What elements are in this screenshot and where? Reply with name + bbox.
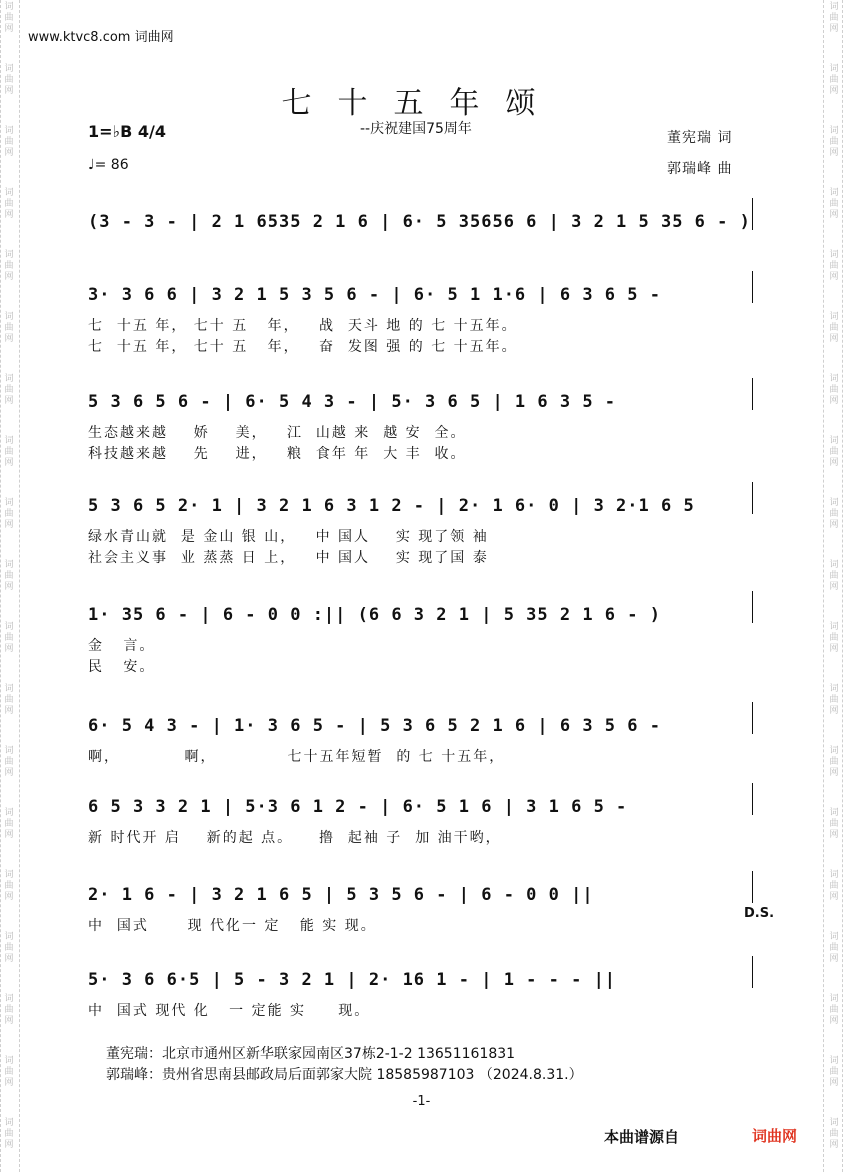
song-title: 七十五年颂 [281,86,562,121]
watermark-right: 词 曲 网 [829,560,839,592]
notation-line: 5 3 6 5 2· 1 | 3 2 1 6 3 1 2 - | 2· 1 6· 0 | 3 2·1 6 5 [88,496,695,516]
lyric-line: 七 十五 年， 七十 五 年， 战 天斗 地 的 七 十五年。 [88,318,518,334]
notation-line: 5 3 6 5 6 - | 6· 5 4 3 - | 5· 3 6 5 | 1 6 3 5 - [88,392,617,412]
barline [752,482,753,514]
watermark-right: 词 曲 网 [829,994,839,1026]
watermark-left: 词 曲 网 [4,2,14,34]
watermark-left: 词 曲 网 [4,1056,14,1088]
page-number: -1- [412,1094,431,1109]
notation-line: 6· 5 4 3 - | 1· 3 6 5 - | 5 3 6 5 2 1 6 | 6 3 5 6 - [88,716,661,736]
lyric-line: 七 十五 年， 七十 五 年， 奋 发图 强 的 七 十五年。 [88,339,518,355]
lyric-line: 社会主义事 业 蒸蒸 日 上， 中 国人 实 现了国 泰 [88,550,489,566]
site-header: www.ktvc8.com 词曲网 [28,30,174,45]
lyric-line: 民 安。 [88,659,156,675]
watermark-right: 词 曲 网 [829,250,839,282]
song-subtitle: --庆祝建国75周年 [360,121,472,137]
lyric-line: 中 国式 现代 化 一 定能 实 现。 [88,1003,371,1019]
watermark-right: 词 曲 网 [829,374,839,406]
barline [752,783,753,815]
watermark-left: 词 曲 网 [4,932,14,964]
notation-line: 3· 3 6 6 | 3 2 1 5 3 5 6 - | 6· 5 1 1·6 | 6 3 6 5 - [88,285,661,305]
watermark-right: 词 曲 网 [829,870,839,902]
notation-line: 5· 3 6 6·5 | 5 - 3 2 1 | 2· 16 1 - | 1 - - - || [88,970,617,990]
watermark-right: 词 曲 网 [829,2,839,34]
dal-segno-mark: D.S. [744,906,775,921]
watermark-right: 词 曲 网 [829,188,839,220]
watermark-left: 词 曲 网 [4,436,14,468]
source-logo: 词曲网 [752,1127,798,1145]
barline [752,591,753,623]
lyricist-credit: 董宪瑞 词 [667,130,733,146]
watermark-right: 词 曲 网 [829,1118,839,1150]
source-label: 本曲谱源自 [604,1128,680,1146]
lyric-line: 科技越来越 先 进， 粮 食年 年 大 丰 收。 [88,446,467,462]
watermark-left: 词 曲 网 [4,622,14,654]
notation-line: (3 - 3 - | 2 1 6535 2 1 6 | 6· 5 35656 6 | 3 2 1 5 35 6 - ) [88,212,751,232]
watermark-right: 词 曲 网 [829,808,839,840]
barline [752,871,753,903]
watermark-left: 词 曲 网 [4,250,14,282]
barline [752,271,753,303]
watermark-left: 词 曲 网 [4,498,14,530]
watermark-right: 词 曲 网 [829,436,839,468]
watermark-left: 词 曲 网 [4,64,14,96]
lyric-line: 中 国式 现 代化一 定 能 实 现。 [88,918,377,934]
watermark-left: 词 曲 网 [4,746,14,778]
notation-line: 6 5 3 3 2 1 | 5·3 6 1 2 - | 6· 5 1 6 | 3 1 6 5 - [88,797,628,817]
watermark-right: 词 曲 网 [829,126,839,158]
composer-address: 郭瑞峰：贵州省思南县邮政局后面郭家大院 18585987103 （2024.8.31.） [106,1067,583,1083]
lyric-line: 生态越来越 娇 美， 江 山越 来 越 安 全。 [88,425,467,441]
watermark-left: 词 曲 网 [4,808,14,840]
watermark-left: 词 曲 网 [4,312,14,344]
watermark-left: 词 曲 网 [4,126,14,158]
composer-credit: 郭瑞峰 曲 [667,161,733,177]
watermark-right: 词 曲 网 [829,684,839,716]
watermark-left: 词 曲 网 [4,1118,14,1150]
watermark-left: 词 曲 网 [4,560,14,592]
watermark-left: 词 曲 网 [4,188,14,220]
key-signature: 1=♭B 4/4 [88,122,166,141]
barline [752,378,753,410]
lyricist-address: 董宪瑞：北京市通州区新华联家园南区37栋2-1-2 13651161831 [106,1046,516,1062]
lyric-line: 绿水青山就 是 金山 银 山， 中 国人 实 现了领 袖 [88,529,489,545]
barline [752,198,753,230]
watermark-left: 词 曲 网 [4,374,14,406]
lyric-line: 新 时代开 启 新的起 点。 撸 起袖 子 加 油干哟， [88,830,502,846]
watermark-right: 词 曲 网 [829,64,839,96]
lyric-line: 金 言。 [88,638,156,654]
watermark-left: 词 曲 网 [4,994,14,1026]
tempo-marking: ♩= 86 [88,157,129,173]
watermark-left: 词 曲 网 [4,684,14,716]
watermark-right: 词 曲 网 [829,498,839,530]
watermark-right: 词 曲 网 [829,312,839,344]
watermark-right: 词 曲 网 [829,746,839,778]
watermark-right: 词 曲 网 [829,622,839,654]
notation-line: 2· 1 6 - | 3 2 1 6 5 | 5 3 5 6 - | 6 - 0 0 || [88,885,594,905]
watermark-left: 词 曲 网 [4,870,14,902]
watermark-right: 词 曲 网 [829,1056,839,1088]
watermark-right: 词 曲 网 [829,932,839,964]
lyric-line: 啊， 啊， 七十五年短暂 的 七 十五年， [88,749,506,765]
barline [752,702,753,734]
barline [752,956,753,988]
notation-line: 1· 35 6 - | 6 - 0 0 :|| (6 6 3 2 1 | 5 35 2 1 6 - ) [88,605,661,625]
